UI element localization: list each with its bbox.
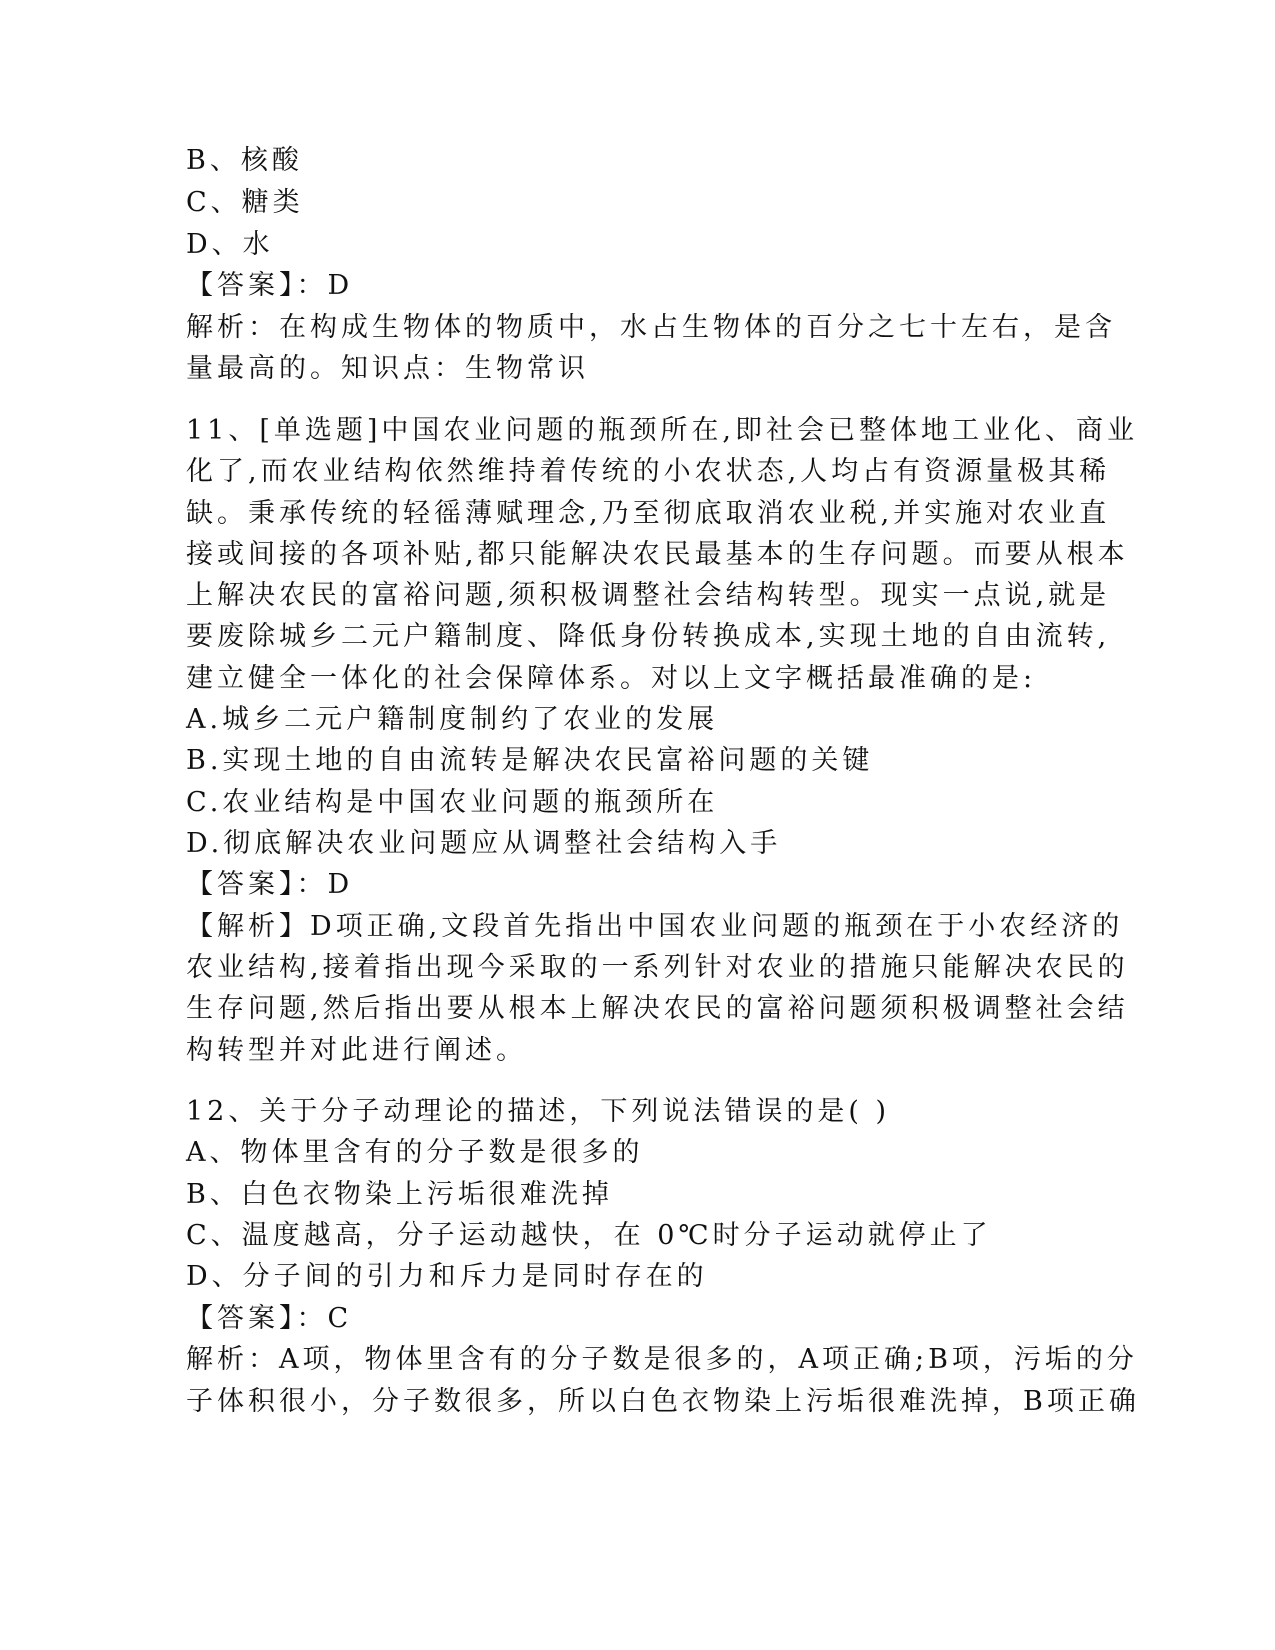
- q12-option-b: B、白色衣物染上污垢很难洗掉: [186, 1179, 613, 1210]
- q10-option-d: D、水: [186, 229, 274, 260]
- q11-stem-line: 要废除城乡二元户籍制度、降低身份转换成本,实现土地的自由流转,: [186, 621, 1111, 652]
- q11-answer: 【答案】：D: [186, 869, 354, 900]
- q10-option-c: C、糖类: [186, 187, 304, 218]
- q12-stem: 12、关于分子动理论的描述，下列说法错误的是( ): [186, 1096, 891, 1127]
- q12-option-a: A、物体里含有的分子数是很多的: [186, 1137, 644, 1168]
- q11-option-d: D.彻底解决农业问题应从调整社会结构入手: [186, 828, 782, 859]
- q12-analysis-line: 子体积很小，分子数很多，所以白色衣物染上污垢很难洗掉，B项正确: [186, 1386, 1140, 1417]
- q11-stem-line: 接或间接的各项补贴,都只能解决农民最基本的生存问题。而要从根本: [186, 539, 1129, 570]
- q12-option-d: D、分子间的引力和斥力是同时存在的: [186, 1261, 708, 1292]
- q11-option-b: B.实现土地的自由流转是解决农民富裕问题的关键: [186, 745, 874, 776]
- q11-analysis-line: 【解析】D项正确,文段首先指出中国农业问题的瓶颈在于小农经济的: [186, 911, 1124, 942]
- q11-stem-line: 11、[单选题]中国农业问题的瓶颈所在,即社会已整体地工业化、商业: [186, 415, 1139, 446]
- q11-stem-line: 缺。秉承传统的轻徭薄赋理念,乃至彻底取消农业税,并实施对农业直: [186, 498, 1111, 529]
- q11-stem-line: 建立健全一体化的社会保障体系。对以上文字概括最准确的是:: [186, 663, 1037, 694]
- q12-answer: 【答案】：C: [186, 1303, 353, 1334]
- q11-stem-line: 上解决农民的富裕问题,须积极调整社会结构转型。现实一点说,就是: [186, 580, 1111, 611]
- q10-option-b: B、核酸: [186, 145, 303, 176]
- q12-analysis-line: 解析：A项，物体里含有的分子数是很多的，A项正确;B项，污垢的分: [186, 1344, 1138, 1375]
- q10-analysis-line: 解析：在构成生物体的物质中，水占生物体的百分之七十左右，是含: [186, 312, 1116, 343]
- q11-analysis-line: 生存问题,然后指出要从根本上解决农民的富裕问题须积极调整社会结: [186, 993, 1129, 1024]
- q11-option-c: C.农业结构是中国农业问题的瓶颈所在: [186, 787, 719, 818]
- q11-analysis-line: 农业结构,接着指出现今采取的一系列针对农业的措施只能解决农民的: [186, 952, 1129, 983]
- q10-answer: 【答案】：D: [186, 270, 354, 301]
- q11-analysis-line: 构转型并对此进行阐述。: [186, 1035, 527, 1066]
- q11-stem-line: 化了,而农业结构依然维持着传统的小农状态,人均占有资源量极其稀: [186, 456, 1111, 487]
- q10-analysis-line: 量最高的。知识点：生物常识: [186, 353, 589, 384]
- q11-option-a: A.城乡二元户籍制度制约了农业的发展: [186, 704, 719, 735]
- q12-option-c: C、温度越高，分子运动越快，在 0℃时分子运动就停止了: [186, 1220, 992, 1251]
